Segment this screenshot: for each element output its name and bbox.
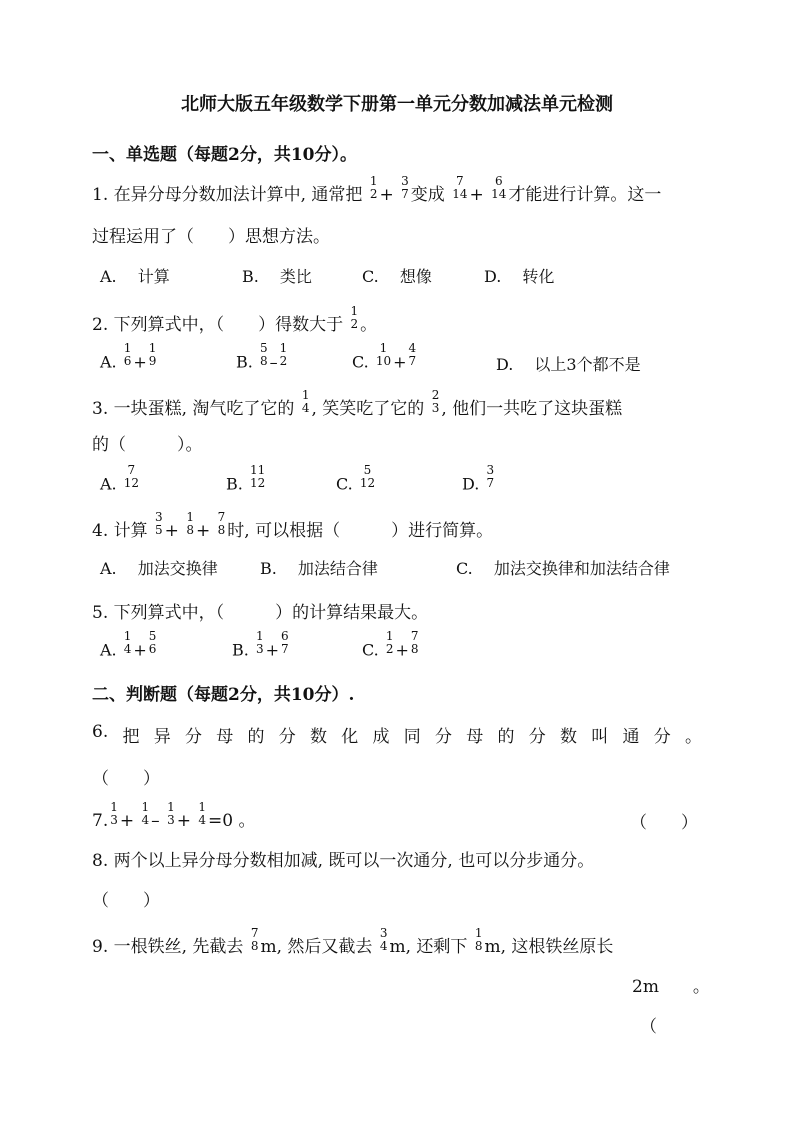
q6-char: 分 <box>434 727 452 747</box>
q2-end: 。 <box>360 315 378 335</box>
numerator: 7 <box>127 463 136 477</box>
q6-char: 分 <box>184 727 202 747</box>
q3-text-c: , 他们一共吃了这块蛋糕 <box>441 399 623 419</box>
numerator: 1 <box>141 799 150 814</box>
numerator: 1 <box>301 387 310 402</box>
page-title: 北师大版五年级数学下册第一单元分数加减法单元检测 <box>181 94 613 115</box>
denominator: 3 <box>431 400 440 415</box>
denominator: 2 <box>279 354 288 368</box>
numerator: 1 <box>385 629 394 643</box>
denominator: 7 <box>401 186 409 201</box>
q6-char: 的 <box>247 727 265 747</box>
fraction <box>301 389 311 415</box>
q3-option-b: B. 11 12 <box>226 463 266 494</box>
denominator: 4 <box>198 812 207 827</box>
question-7: 7. 1 3 + 1 4 – 1 3 + 1 4 =0 。 <box>92 799 256 831</box>
q4-text-a: 4. 计算 <box>92 521 148 541</box>
numerator: 4 <box>408 341 417 355</box>
numerator: 2 <box>431 387 440 402</box>
fraction <box>255 630 265 656</box>
numerator: 5 <box>259 341 268 355</box>
fraction <box>148 630 158 656</box>
fraction <box>375 342 392 368</box>
question-9: 9. 一根铁丝, 先截去 7 8 m, 然后又截去 3 4 m, 还剩下 1 8 m, 这根铁丝原长 <box>92 925 614 957</box>
section-1-heading: 一、单选题（每题2分，共10分）。 <box>92 145 357 165</box>
denominator: 7 <box>486 476 495 490</box>
fraction <box>141 801 151 827</box>
q5-option-b: B. 1 3 + 6 7 <box>232 629 289 660</box>
fraction <box>350 305 360 331</box>
denominator: 10 <box>375 354 392 368</box>
denominator: 8 <box>474 938 483 953</box>
fraction <box>359 464 376 490</box>
numerator: 1 <box>123 629 132 643</box>
numerator: 1 <box>198 799 207 814</box>
denominator: 9 <box>148 354 157 368</box>
fraction <box>123 464 140 490</box>
denominator: 4 <box>379 938 388 953</box>
denominator: 8 <box>259 354 268 368</box>
q8-answer-paren: （ ） <box>92 891 160 911</box>
denominator: 2 <box>369 186 378 201</box>
denominator: 6 <box>123 354 132 368</box>
denominator: 2 <box>350 316 359 331</box>
q6-char: 6. <box>92 722 109 742</box>
fraction <box>490 175 507 201</box>
numerator: 3 <box>486 463 495 477</box>
denominator: 2 <box>385 642 394 656</box>
fraction <box>123 630 133 656</box>
fraction <box>109 801 119 827</box>
numerator: 1 <box>148 341 157 355</box>
q1-text-a: 1. 在异分母分数加法计算中, 通常把 <box>92 185 363 205</box>
q6-char: 母 <box>216 727 234 747</box>
q6-char: 化 <box>341 727 359 747</box>
q2-option-a: A. 1 6 + 1 9 <box>100 341 157 372</box>
q2-option-c: C. 1 10 + 4 7 <box>352 341 417 372</box>
q6-char: 叫 <box>591 727 609 747</box>
question-3 <box>92 387 623 423</box>
denominator: 8 <box>217 522 226 537</box>
fraction <box>148 342 158 368</box>
question-1 <box>92 173 662 209</box>
q6-char: 数 <box>309 727 327 747</box>
numerator: 7 <box>410 629 419 643</box>
fraction <box>400 175 410 201</box>
denominator: 3 <box>167 812 175 827</box>
fraction <box>249 464 266 490</box>
numerator: 1 <box>279 341 288 355</box>
numerator: 7 <box>217 509 226 524</box>
fraction <box>379 927 389 953</box>
numerator: 1 <box>186 509 194 524</box>
fraction <box>154 511 164 537</box>
numerator: 6 <box>494 173 503 188</box>
q2-text: 2. 下列算式中，（ ）得数大于 <box>92 315 344 335</box>
fraction <box>280 630 290 656</box>
numerator: 5 <box>148 629 157 643</box>
denominator: 3 <box>110 812 118 827</box>
denominator: 14 <box>491 186 507 201</box>
fraction <box>451 175 468 201</box>
q6-char: 母 <box>466 727 484 747</box>
q6-char: 分 <box>528 727 546 747</box>
denominator: 8 <box>186 522 194 537</box>
denominator: 14 <box>452 186 468 201</box>
numerator: 7 <box>456 173 464 188</box>
q4-option-c: C. 加法交换律和加法结合律 <box>456 559 670 578</box>
numerator: 11 <box>249 463 266 477</box>
question-5: 5. 下列算式中，（ ）的计算结果最大。 <box>92 603 429 623</box>
q6-char: 同 <box>403 727 421 747</box>
fraction <box>185 511 195 537</box>
q4-text-b: 时, 可以根据（ ）进行简算。 <box>227 521 494 541</box>
q1-option-c: C. 想像 <box>362 267 432 286</box>
q5-option-c: C. 1 2 + 7 8 <box>362 629 419 660</box>
q1-option-b: B. 类比 <box>242 267 312 286</box>
numerator: 1 <box>379 341 388 355</box>
denominator: 12 <box>249 476 266 490</box>
q6-char: 成 <box>372 727 390 747</box>
fraction <box>431 389 441 415</box>
numerator: 1 <box>123 341 132 355</box>
fraction <box>123 342 133 368</box>
q6-char: 把 <box>122 727 140 747</box>
fraction <box>279 342 289 368</box>
numerator: 6 <box>280 629 289 643</box>
q6-char: 分 <box>653 727 671 747</box>
numerator: 3 <box>401 173 409 188</box>
question-4: 4. 计算 3 5 + 1 8 + 7 8 时, 可以根据（ ）进行简算。 <box>92 509 494 541</box>
denominator: 7 <box>408 354 417 368</box>
denominator: 4 <box>301 400 310 415</box>
q6-char: 分 <box>278 727 296 747</box>
denominator: 4 <box>141 812 150 827</box>
plus: + <box>379 185 394 205</box>
q9-answer: 2m 。 <box>632 977 710 997</box>
denominator: 8 <box>410 642 419 656</box>
q6-char: 数 <box>559 727 577 747</box>
denominator: 6 <box>148 642 157 656</box>
question-6 <box>92 722 702 747</box>
question-3-line2: 的（ ）。 <box>92 435 203 455</box>
numerator: 5 <box>363 463 372 477</box>
question-1-line2: 过程运用了（ ）思想方法。 <box>92 227 330 247</box>
fraction <box>474 927 484 953</box>
q6-answer-paren: （ ） <box>92 769 160 789</box>
q2-option-d: D. 以上3个都不是 <box>496 355 641 374</box>
plus: + <box>469 185 484 205</box>
denominator: 8 <box>250 938 259 953</box>
q3-option-d: D. 3 7 <box>462 463 495 494</box>
fraction <box>197 801 207 827</box>
denominator: 4 <box>123 642 132 656</box>
denominator: 12 <box>359 476 376 490</box>
q3-option-a: A. 7 12 <box>100 463 140 494</box>
fraction <box>385 630 395 656</box>
fraction <box>485 464 495 490</box>
fraction <box>217 511 227 537</box>
q6-char: 的 <box>497 727 515 747</box>
question-2 <box>92 303 378 339</box>
q1-text-b: 变成 <box>410 185 445 205</box>
numerator: 1 <box>474 925 483 940</box>
q3-text-a: 3. 一块蛋糕, 淘气吃了它的 <box>92 399 295 419</box>
q1-option-d: D. 转化 <box>484 267 555 286</box>
q1-text-c: 才能进行计算。这一 <box>508 185 662 205</box>
numerator: 1 <box>350 303 359 318</box>
numerator: 1 <box>110 799 118 814</box>
q1-option-a: A. 计算 <box>100 267 170 286</box>
q5-option-a: A. 1 4 + 5 6 <box>100 629 157 660</box>
fraction <box>369 175 379 201</box>
fraction <box>410 630 420 656</box>
q4-option-b: B. 加法结合律 <box>260 559 378 578</box>
question-8: 8. 两个以上异分母分数相加减, 既可以一次通分, 也可以分步通分。 <box>92 851 595 871</box>
fraction <box>166 801 176 827</box>
fraction <box>259 342 269 368</box>
q4-option-a: A. 加法交换律 <box>100 559 218 578</box>
denominator: 3 <box>255 642 264 656</box>
fraction <box>250 927 260 953</box>
fraction <box>408 342 418 368</box>
q6-char: 异 <box>153 727 171 747</box>
numerator: 1 <box>255 629 264 643</box>
q3-option-c: C. 5 12 <box>336 463 376 494</box>
q6-char: 通 <box>622 727 640 747</box>
denominator: 12 <box>123 476 140 490</box>
numerator: 3 <box>155 509 163 524</box>
q2-option-b: B. 5 8 – 1 2 <box>236 341 288 372</box>
q7-answer-paren: （ ） <box>630 813 698 833</box>
q9-answer-paren: （ <box>640 1017 657 1037</box>
denominator: 7 <box>280 642 289 656</box>
q6-char: 。 <box>684 727 702 747</box>
numerator: 1 <box>167 799 175 814</box>
section-2-heading: 二、判断题（每题2分，共10分）. <box>92 685 355 705</box>
numerator: 3 <box>379 925 388 940</box>
denominator: 5 <box>155 522 163 537</box>
numerator: 1 <box>369 173 378 188</box>
q3-text-b: , 笑笑吃了它的 <box>311 399 425 419</box>
numerator: 7 <box>250 925 259 940</box>
